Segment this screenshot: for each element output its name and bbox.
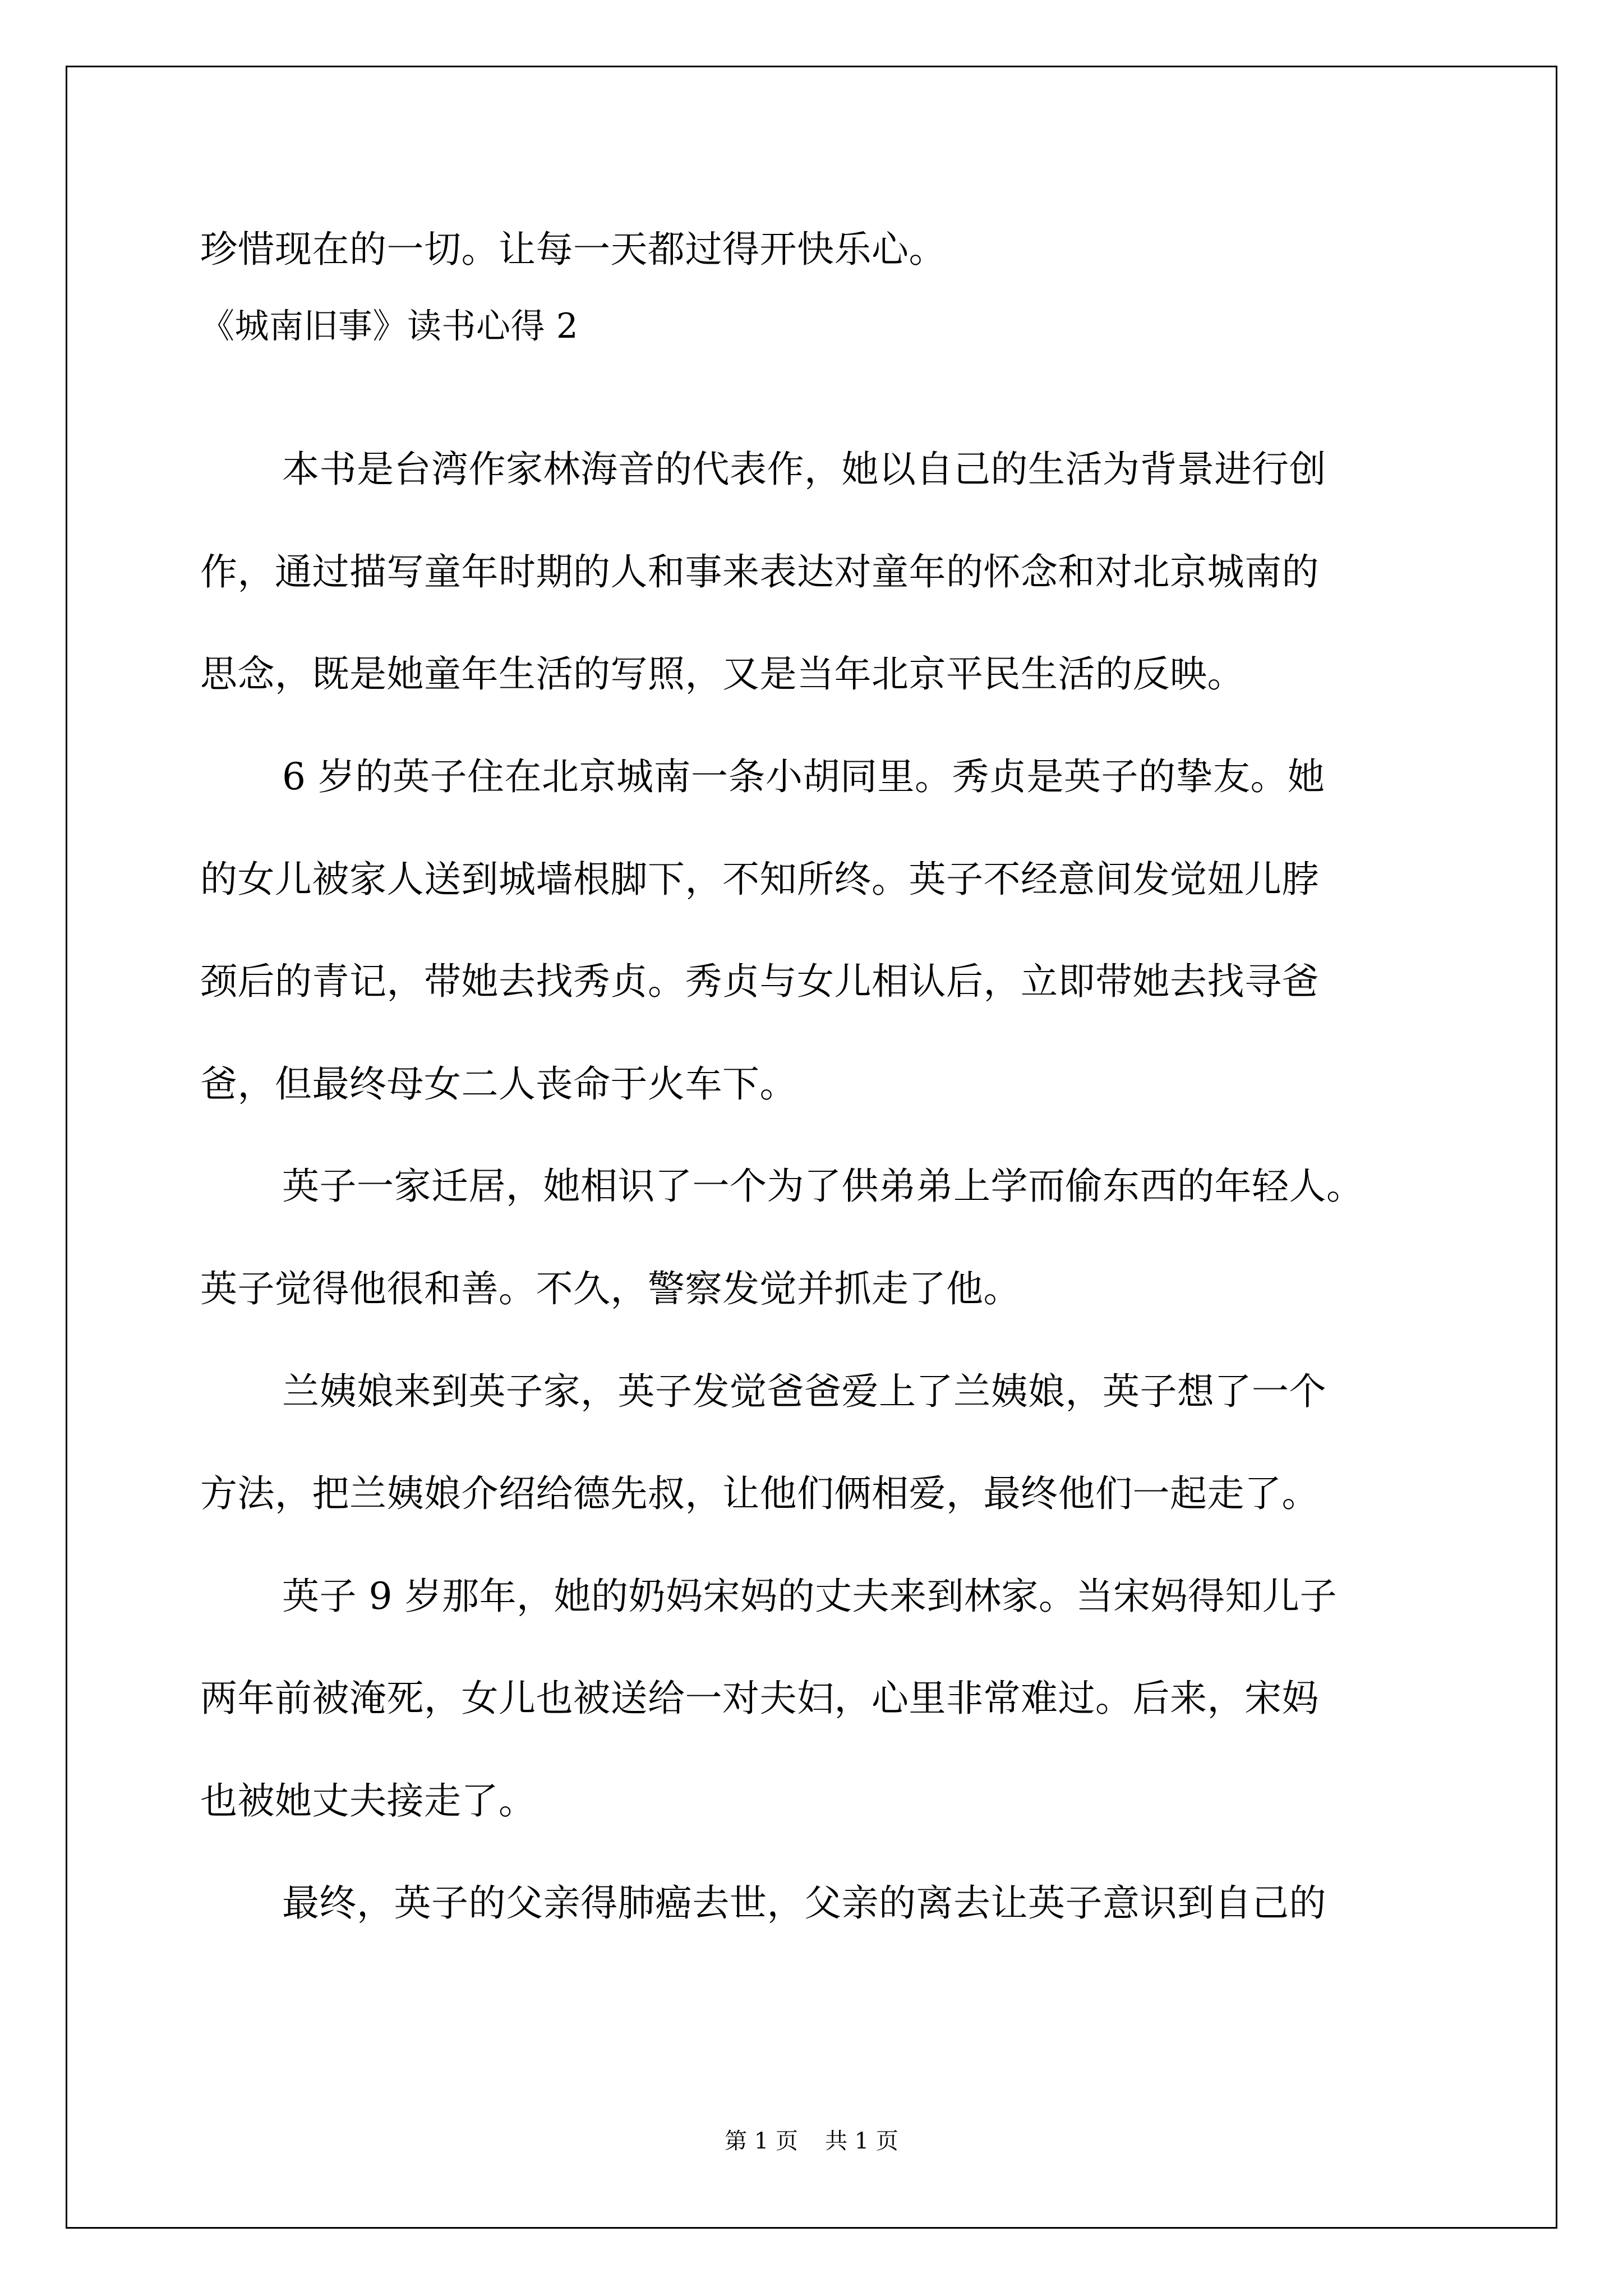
section-heading: 《城南旧事》读书心得 2 (200, 306, 579, 346)
paragraph-line: 颈后的青记，带她去找秀贞。秀贞与女儿相认后，立即带她去找寻爸 (200, 960, 1319, 1003)
paragraph-line: 的女儿被家人送到城墙根脚下，不知所终。英子不经意间发觉妞儿脖 (200, 858, 1319, 901)
paragraph-line: 英子 9 岁那年，她的奶妈宋妈的丈夫来到林家。当宋妈得知儿子 (282, 1575, 1337, 1618)
paragraph-line: 两年前被淹死，女儿也被送给一对夫妇，心里非常难过。后来，宋妈 (200, 1677, 1319, 1720)
page-footer (0, 2127, 1623, 2155)
paragraph-line: 英子觉得他很和善。不久，警察发觉并抓走了他。 (200, 1267, 1021, 1310)
paragraph-line: 作，通过描写童年时期的人和事来表达对童年的怀念和对北京城南的 (200, 550, 1319, 593)
page-number: 第 1 页 (725, 2128, 798, 2154)
paragraph-line: 本书是台湾作家林海音的代表作，她以自己的生活为背景进行创 (282, 448, 1326, 491)
page-total: 共 1 页 (825, 2128, 898, 2154)
paragraph-line: 英子一家迁居，她相识了一个为了供弟弟上学而偷东西的年轻人。 (282, 1165, 1364, 1208)
paragraph-line: 思念，既是她童年生活的写照，又是当年北京平民生活的反映。 (200, 652, 1244, 696)
paragraph-line: 也被她丈夫接走了。 (200, 1779, 536, 1823)
paragraph-line: 最终，英子的父亲得肺癌去世，父亲的离去让英子意识到自己的 (282, 1881, 1326, 1925)
text-line: 珍惜现在的一切。让每一天都过得开快乐心。 (200, 228, 946, 271)
paragraph-line: 6 岁的英子住在北京城南一条小胡同里。秀贞是英子的挚友。她 (282, 755, 1325, 798)
paragraph-line: 爸，但最终母女二人丧命于火车下。 (200, 1062, 797, 1106)
paragraph-line: 方法，把兰姨娘介绍给德先叔，让他们俩相爱，最终他们一起走了。 (200, 1472, 1319, 1515)
paragraph-line: 兰姨娘来到英子家，英子发觉爸爸爱上了兰姨娘，英子想了一个 (282, 1370, 1326, 1413)
